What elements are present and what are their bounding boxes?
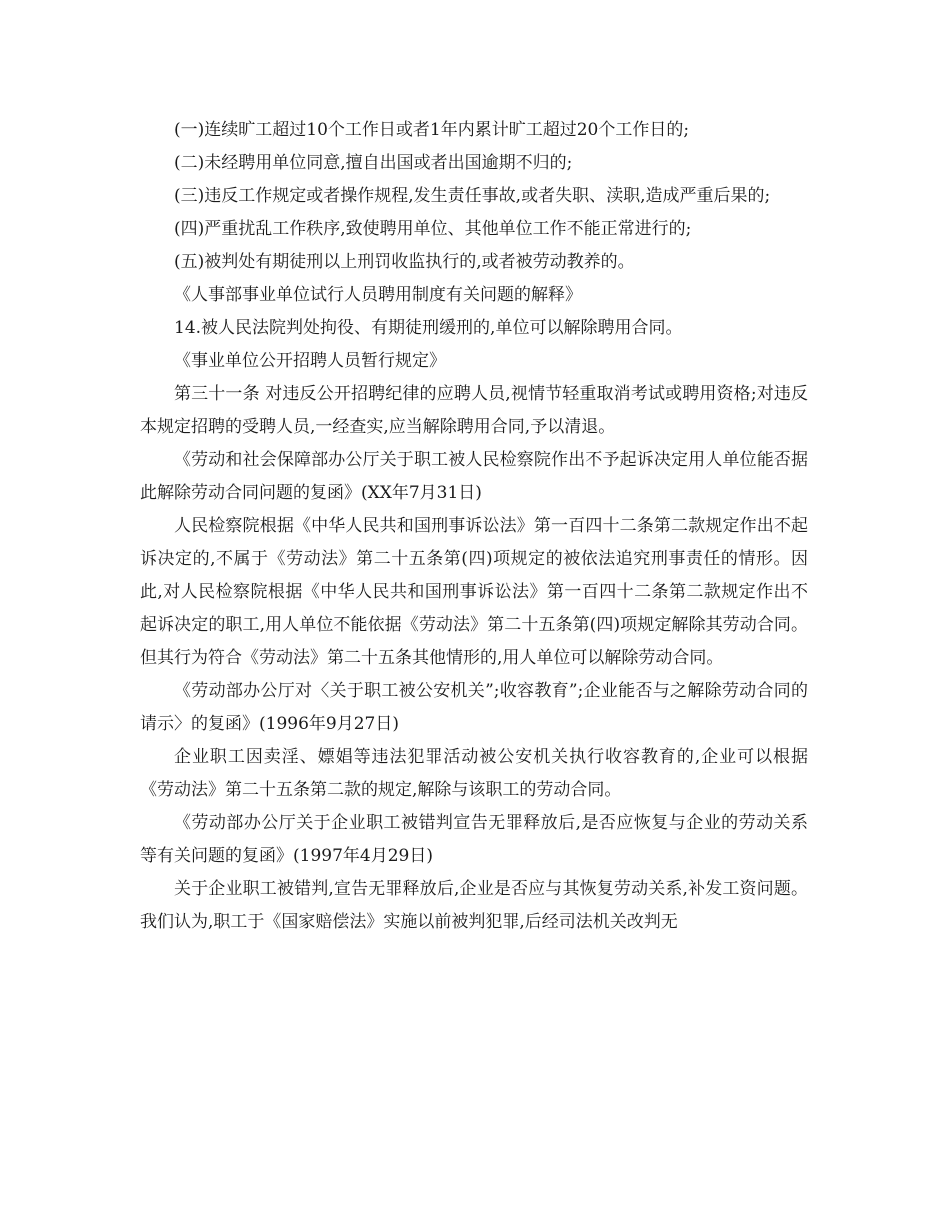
paragraph-item-14: 14.被人民法院判处拘役、有期徒刑缓刑的,单位可以解除聘用合同。	[174, 318, 683, 338]
regulation-title: 《劳动和社会保障部办公厅关于职工被人民检察院作出不予起诉决定用人单位能否据此解除劳动合同问题的复函》(XX年7月31日)	[140, 450, 808, 503]
article-31: 第三十一条 对违反公开招聘纪律的应聘人员,视情节轻重取消考试或聘用资格;对违反本规定招聘的受聘人员,一经查实,应当解除聘用合同,予以清退。	[140, 384, 808, 437]
regulation-title: 《事业单位公开招聘人员暂行规定》	[174, 351, 446, 371]
regulation-title: 《劳动部办公厅对〈关于职工被公安机关”;收容教育”;企业能否与之解除劳动合同的请示〉的复函》(1996年9月27日)	[140, 681, 808, 734]
reply-body: 企业职工因卖淫、嫖娼等违法犯罪活动被公安机关执行收容教育的,企业可以根据《劳动法》第二十五条第二款的规定,解除与该职工的劳动合同。	[140, 747, 808, 800]
paragraph-item-1: (一)连续旷工超过10个工作日或者1年内累计旷工超过20个工作日的;	[174, 120, 690, 140]
regulation-title: 《人事部事业单位试行人员聘用制度有关问题的解释》	[174, 285, 582, 305]
reply-body: 人民检察院根据《中华人民共和国刑事诉讼法》第一百四十二条第二款规定作出不起诉决定的,不属于《劳动法》第二十五条第(四)项规定的被依法追究刑事责任的情形。因此,对人民检察院根据《中华人民共和国刑事诉讼法》第一百四十二条第二款规定作出不起诉决定的职工,用人单位不能依据《劳动法》第二十五条第(四)项规定解除其劳动合同。但其行为符合《劳动法》第二十五条其他情形的,用人单位可以解除劳动合同。	[140, 516, 808, 668]
paragraph-item-2: (二)未经聘用单位同意,擅自出国或者出国逾期不归的;	[174, 153, 573, 173]
document-body	[140, 114, 808, 939]
regulation-title: 《劳动部办公厅关于企业职工被错判宣告无罪释放后,是否应恢复与企业的劳动关系等有关问题的复函》(1997年4月29日)	[140, 813, 808, 866]
reply-body: 关于企业职工被错判,宣告无罪释放后,企业是否应与其恢复劳动关系,补发工资问题。我们认为,职工于《国家赔偿法》实施以前被判犯罪,后经司法机关改判无	[140, 879, 808, 932]
paragraph-item-5: (五)被判处有期徒刑以上刑罚收监执行的,或者被劳动教养的。	[174, 252, 635, 272]
paragraph-item-4: (四)严重扰乱工作秩序,致使聘用单位、其他单位工作不能正常进行的;	[174, 219, 692, 239]
paragraph-item-3: (三)违反工作规定或者操作规程,发生责任事故,或者失职、渎职,造成严重后果的;	[174, 186, 771, 206]
